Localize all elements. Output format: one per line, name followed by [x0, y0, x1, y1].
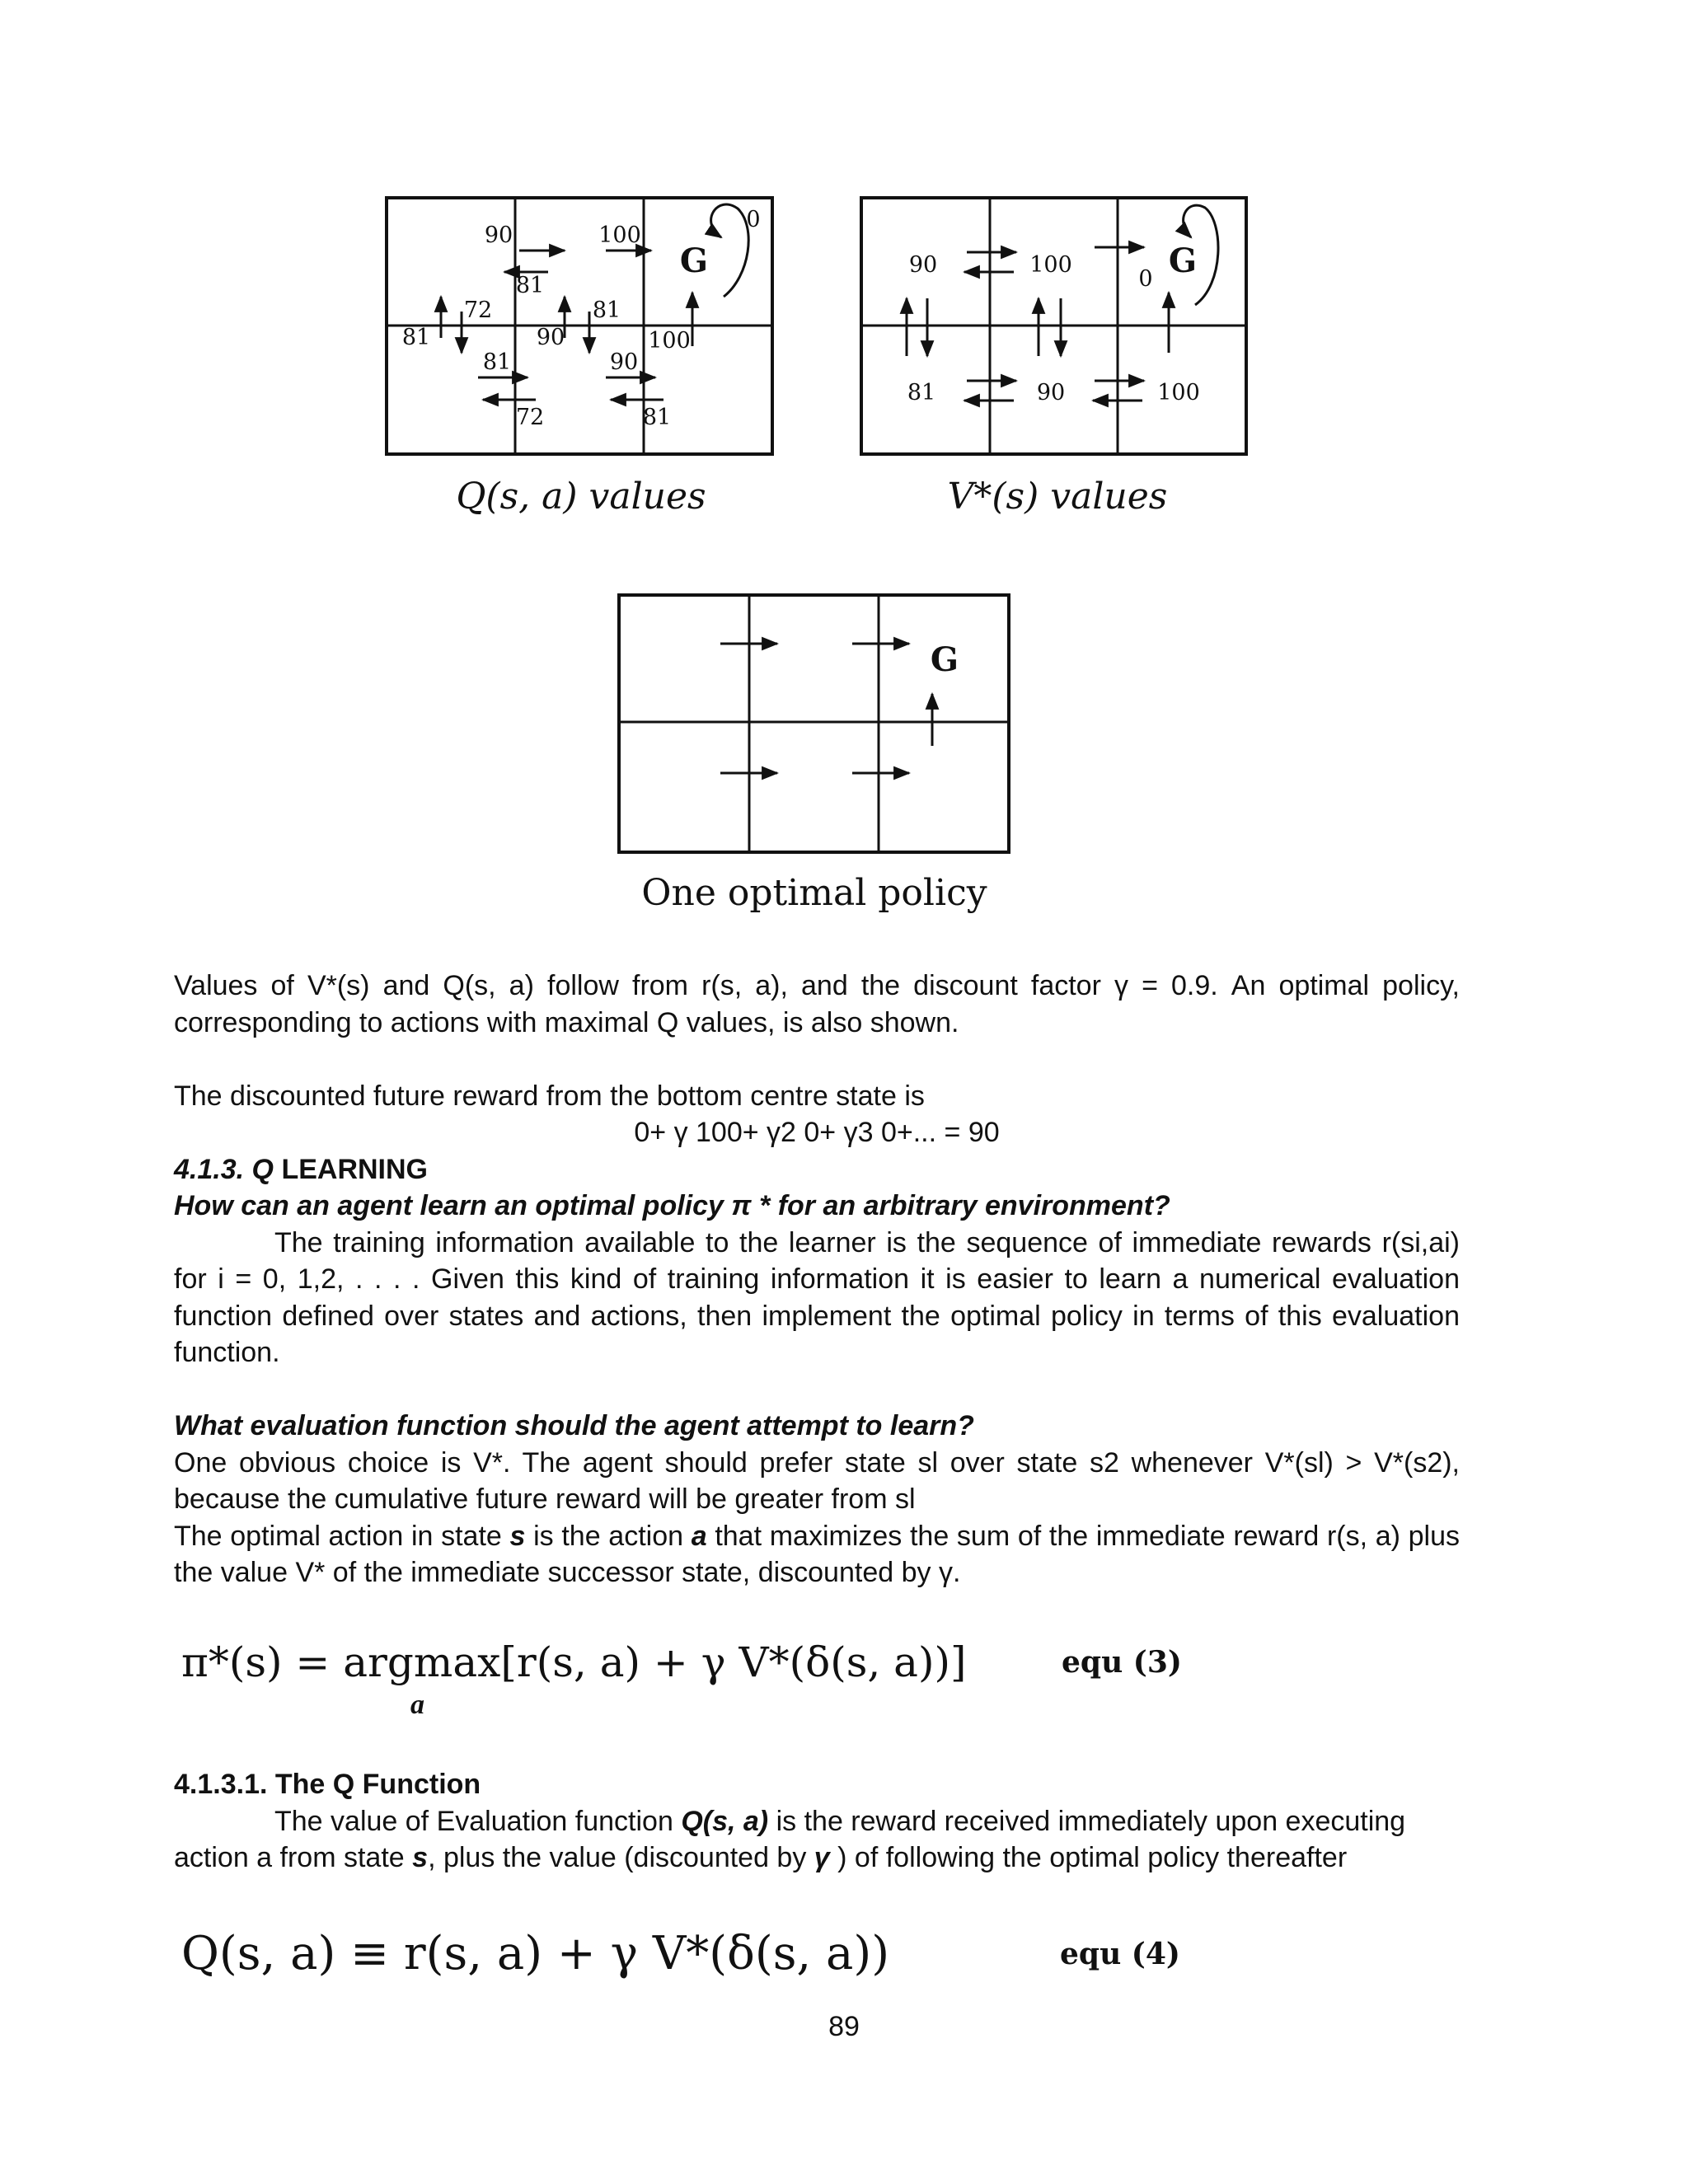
- q-value-label: 90: [609, 349, 639, 375]
- q-value-label: 90: [536, 325, 565, 350]
- text-run: The optimal action in state: [174, 1520, 510, 1552]
- var-s: s: [509, 1520, 526, 1552]
- equation-4-tag: equ (4): [1060, 1937, 1180, 1971]
- text-run: is the reward received immediately upon executing action a from state: [174, 1805, 1406, 1873]
- paragraph-optimal-action: [174, 1518, 1460, 1591]
- text-run: The value of Evaluation function: [274, 1805, 682, 1837]
- equation-3-tag: equ (3): [1062, 1645, 1182, 1680]
- heading-learning: LEARNING: [281, 1153, 428, 1185]
- var-a: a: [691, 1520, 707, 1552]
- v-value-label: 90: [908, 252, 938, 278]
- v-value-label: 90: [1036, 380, 1066, 405]
- policy-caption: One optimal policy: [641, 872, 987, 914]
- page-number: 89: [828, 2011, 860, 2042]
- q-value-label: 100: [598, 223, 641, 248]
- q-value-label: 81: [642, 405, 672, 430]
- figures-area: [0, 0, 1688, 956]
- paragraph-q-function: [174, 1803, 1460, 1877]
- q-value-label: 90: [484, 223, 513, 248]
- q-goal-loop: [711, 204, 749, 297]
- var-gamma: γ: [814, 1842, 830, 1873]
- q-value-label: 100: [648, 328, 691, 354]
- v-goal-label: G: [1168, 241, 1198, 280]
- equation-4: [181, 1927, 889, 1980]
- text-run: ) of following the optimal policy thereafter: [829, 1842, 1348, 1873]
- question-evaluation-function: What evaluation function should the agent attempt to learn?: [174, 1410, 974, 1441]
- heading-q-function: 4.1.3.1. The Q Function: [174, 1769, 481, 1800]
- text-run: , plus the value (discounted by: [428, 1842, 814, 1873]
- q-value-label: 81: [482, 349, 512, 375]
- q-values-figure: [387, 198, 772, 518]
- v-value-label: 81: [907, 380, 936, 405]
- v-value-label: 0: [1138, 266, 1153, 292]
- body-text-lower: [174, 1766, 1460, 1877]
- q-value-label: 81: [592, 298, 621, 323]
- equation-3-subscript: a: [410, 1690, 424, 1720]
- policy-grid-frame: [619, 595, 1009, 852]
- paragraph-values: Values of V*(s) and Q(s, a) follow from r(s, a), and the discount factor γ = 0.9. An optimal policy, corresponding to actions with maximal Q values, is also shown.: [174, 970, 1460, 1038]
- v-values-caption: V*(s) values: [947, 476, 1168, 518]
- var-s: s: [412, 1842, 429, 1873]
- v-value-label: 100: [1029, 252, 1072, 278]
- formula-discounted: 0+ γ 100+ γ2 0+ γ3 0+... = 90: [634, 1117, 1000, 1148]
- text-run: is the action: [525, 1520, 692, 1552]
- v-values-figure: [861, 198, 1246, 518]
- v-value-label: 100: [1157, 380, 1200, 405]
- heading-number: 4.1.3.: [174, 1153, 245, 1185]
- equation-3-body: π*(s) = argmax[r(s, a) + γ V*(δ(s, a))]: [181, 1638, 967, 1686]
- heading-q-learning: [174, 1151, 1460, 1188]
- q-value-label: 0: [746, 207, 761, 232]
- q-function-term: Q(s, a): [681, 1805, 769, 1837]
- q-value-label: 81: [515, 273, 545, 298]
- q-value-label: 72: [463, 298, 493, 323]
- q-values-caption: Q(s, a) values: [456, 476, 706, 518]
- q-value-label: 72: [515, 405, 545, 430]
- policy-goal-label: G: [930, 640, 959, 679]
- equation-4-body: Q(s, a) ≡ r(s, a) + γ V*(δ(s, a)): [181, 1927, 890, 1980]
- q-goal-label: G: [679, 241, 709, 280]
- q-value-label: 81: [401, 325, 431, 350]
- text-run: that maximizes the sum of the immediate reward r(s, a) plus the value V* of the immediate successor state, discounted by γ.: [174, 1520, 1460, 1588]
- paragraph-obvious-choice: One obvious choice is V*. The agent should prefer state sl over state s2 whenever V*(sl) > V*(s2), because the cumulative future reward will be greater from sl: [174, 1446, 1460, 1515]
- paragraph-discounted: The discounted future reward from the bottom centre state is: [174, 1080, 925, 1112]
- heading-q: Q: [251, 1153, 274, 1185]
- paragraph-training-info: The training information available to the learner is the sequence of immediate rewards r(si,ai) for i = 0, 1,2, . . . . Given this kind of training information it is easier to learn a numerical evaluation function defined over states and actions, then implement the optimal policy in terms of this evaluation function.: [174, 1226, 1460, 1368]
- body-text-upper: [174, 968, 1460, 1591]
- policy-figure: [619, 595, 1009, 914]
- equation-3: [181, 1638, 967, 1686]
- question-optimal-policy: How can an agent learn an optimal policy π * for an arbitrary environment?: [174, 1190, 1170, 1221]
